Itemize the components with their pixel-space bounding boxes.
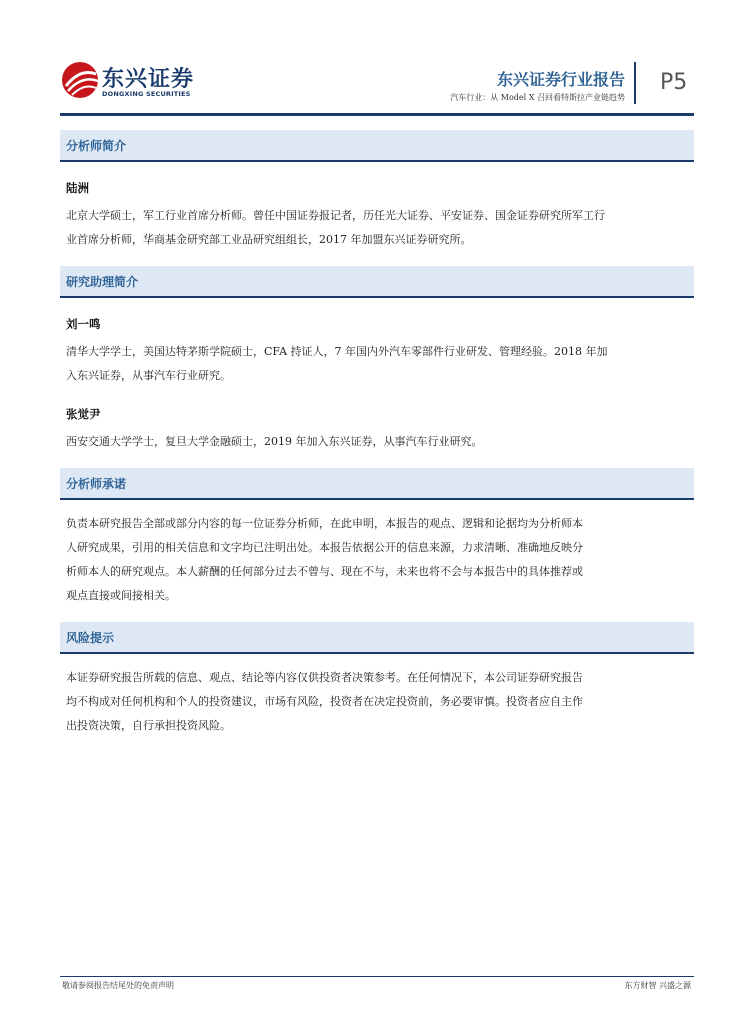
section-heading: 分析师承诺 (60, 468, 694, 500)
page-header (0, 0, 755, 120)
section-heading: 分析师简介 (60, 130, 694, 162)
company-logo (60, 60, 200, 104)
logo-mark-icon (60, 60, 104, 100)
section-body (60, 162, 694, 266)
commitment-section (60, 468, 694, 622)
assistant-bio-line: 清华大学学士，美国达特茅斯学院硕士，CFA 持证人，7 年国内外汽车零部件行业研发、管理经验。2018 年加 (66, 345, 608, 358)
logo-text-cn: 东兴证券 (102, 67, 195, 92)
analyst-name: 陆洲 (66, 181, 89, 195)
section-body (60, 298, 694, 468)
commitment-line: 析师本人的研究观点。本人薪酬的任何部分过去不曾与、现在不与，未来也将不会与本报告中的具体推荐或 (66, 565, 583, 578)
risk-line: 本证券研究报告所载的信息、观点、结论等内容仅供投资者决策参考。在任何情况下，本公司证券研究报告 (66, 671, 583, 684)
commitment-line: 人研究成果，引用的相关信息和文字均已注明出处。本报告依据公开的信息来源，力求清晰、准确地反映分 (66, 541, 583, 554)
header-divider (634, 62, 636, 104)
footer-disclaimer-note: 敬请参阅报告结尾处的免责声明 (62, 981, 174, 990)
risk-line: 出投资决策，自行承担投资风险。 (66, 719, 231, 732)
commitment-line: 负责本研究报告全部或部分内容的每一位证券分析师，在此申明，本报告的观点、逻辑和论据均为分析师本 (66, 517, 583, 530)
report-title: 东兴证券行业报告 (496, 70, 625, 89)
risk-section (60, 622, 694, 752)
section-heading: 风险提示 (60, 622, 694, 654)
section-body (60, 654, 694, 752)
footer-slogan: 东方财智 兴盛之源 (624, 981, 691, 990)
header-rule (60, 113, 694, 116)
footer-rule (60, 976, 694, 977)
assistant-bio-line: 入东兴证券，从事汽车行业研究。 (66, 369, 231, 382)
report-subtitle: 汽车行业：从 Model X 召回看特斯拉产业链趋势 (450, 93, 625, 102)
risk-line: 均不构成对任何机构和个人的投资建议，市场有风险，投资者在决定投资前，务必要审慎。投资者应自主作 (66, 695, 583, 708)
section-heading: 研究助理简介 (60, 266, 694, 298)
assistant-bio-line: 西安交通大学学士，复旦大学金融硕士，2019 年加入东兴证券，从事汽车行业研究。 (66, 435, 483, 448)
analyst-section (60, 130, 694, 266)
commitment-line: 观点直接或间接相关。 (66, 589, 176, 602)
section-body (60, 500, 694, 622)
report-content (60, 130, 694, 752)
analyst-bio-line: 业首席分析师，华商基金研究部工业品研究组组长，2017 年加盟东兴证券研究所。 (66, 233, 472, 246)
assistants-section (60, 266, 694, 468)
assistant-name: 刘一鸣 (66, 317, 101, 331)
logo-text-en: DONGXING SECURITIES (102, 90, 191, 98)
analyst-bio-line: 北京大学硕士，军工行业首席分析师。曾任中国证券报记者，历任光大证券、平安证券、国金证券研究所军工行 (66, 209, 605, 222)
page-number: P5 (660, 70, 688, 95)
assistant-name: 张觉尹 (66, 407, 101, 421)
